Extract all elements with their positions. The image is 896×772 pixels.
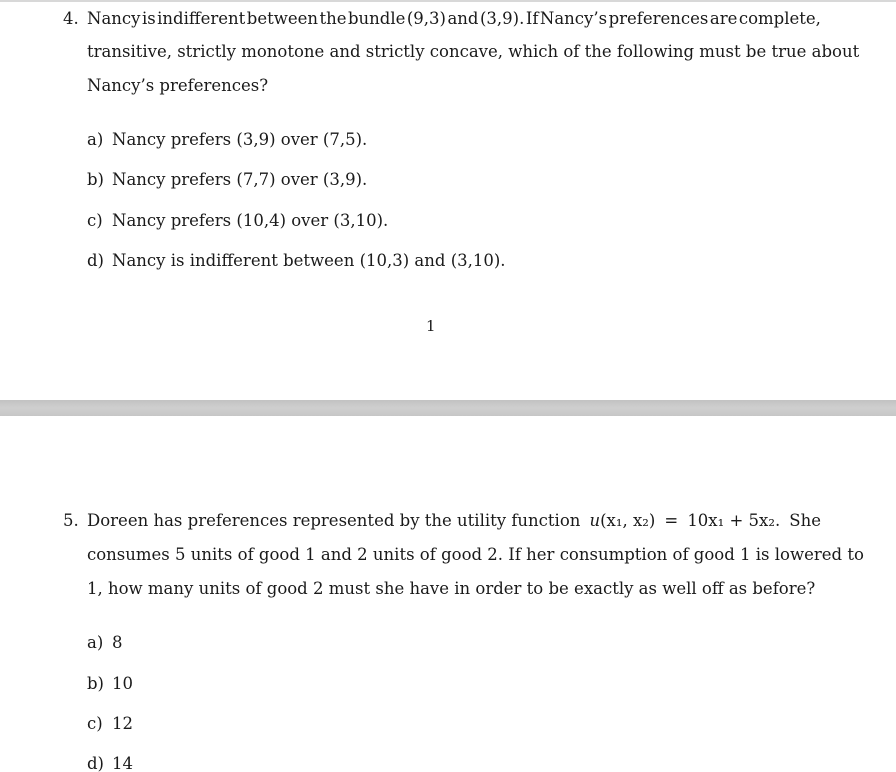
question-5-text-line-1: Doreen has preferences represented by the utility function [87, 511, 581, 530]
question-4-line-1 [87, 9, 821, 29]
question-5-line-1 [87, 511, 821, 531]
question-4-text-line-1: Nancy is indifferent between the bundle (9,3) and (3,9). If Nancy’s preferences are complete, [87, 9, 821, 28]
option-a-text: Nancy prefers (3,9) over (7,5). [112, 130, 368, 149]
question-5-line-3 [87, 579, 815, 599]
question-5-option-d [87, 754, 133, 772]
question-4-option-a [87, 130, 367, 150]
option-d-label: d) [87, 251, 104, 270]
question-4-line-2 [87, 42, 859, 62]
question-5-line-2 [87, 545, 864, 565]
option-a-label: a) [87, 130, 104, 149]
question-4-number: 4. [63, 9, 79, 28]
document-page-2 [0, 416, 896, 772]
option-a-label: a) [87, 633, 104, 652]
question-5-number: 5. [63, 511, 79, 530]
option-d-text: 14 [112, 754, 133, 772]
question-5-line-1-end: She [789, 511, 821, 530]
option-b-text: 10 [112, 674, 133, 693]
option-c-text: Nancy prefers (10,4) over (3,10). [112, 211, 389, 230]
option-c-label: c) [87, 211, 103, 230]
question-5-option-c [87, 714, 133, 734]
option-c-text: 12 [112, 714, 133, 733]
option-d-label: d) [87, 754, 104, 772]
question-4-option-d [87, 251, 506, 271]
option-a-text: 8 [112, 633, 123, 652]
utility-expression: 10x₁ + 5x₂. [687, 511, 781, 530]
utility-function [589, 511, 655, 531]
option-b-text: Nancy prefers (7,7) over (3,9). [112, 170, 368, 189]
page-number: 1 [426, 317, 436, 335]
question-4-option-c [87, 211, 388, 231]
question-5-option-a [87, 633, 123, 653]
question-5-text-line-3: 1, how many units of good 2 must she have in order to be exactly as well off as before? [87, 579, 816, 598]
question-4-option-b [87, 170, 367, 190]
option-b-label: b) [87, 674, 104, 693]
page-separator [0, 400, 896, 416]
option-c-label: c) [87, 714, 103, 733]
equals-sign: = [664, 511, 679, 530]
question-4-text-line-2: transitive, strictly monotone and strictly concave, which of the following must be true about [87, 42, 860, 61]
option-d-text: Nancy is indifferent between (10,3) and (3,10). [112, 251, 506, 270]
question-5-option-b [87, 674, 133, 694]
utility-symbol: u [589, 511, 601, 530]
question-4-line-3 [87, 76, 268, 96]
option-b-label: b) [87, 170, 104, 189]
utility-arguments: (x₁, x₂) [600, 511, 656, 530]
question-4-text-line-3: Nancy’s preferences? [87, 76, 269, 95]
question-5-text-line-2: consumes 5 units of good 1 and 2 units of good 2. If her consumption of good 1 is lowered to [87, 545, 864, 564]
